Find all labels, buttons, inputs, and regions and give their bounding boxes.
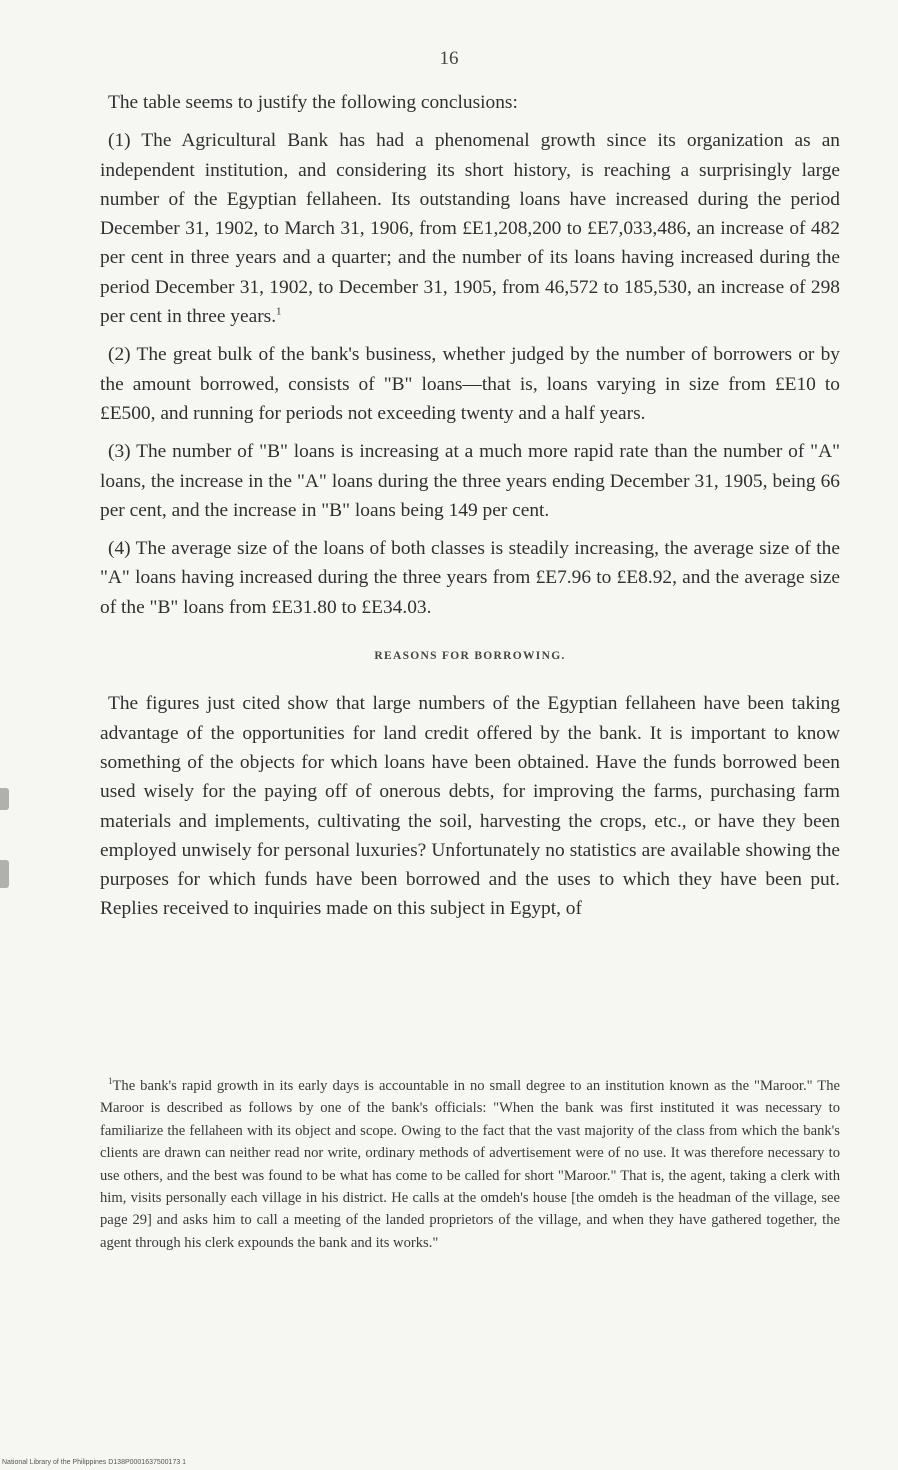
intro-sentence: The table seems to justify the following conclusions:: [108, 92, 518, 113]
conclusion-4: (4) The average size of the loans of both classes is steadily increasing, the average size of the "A" loans having increased during the three years from £E7.96 to £E8.92, and the average size of the "B" loans from £E31.80 to £E34.03.: [100, 538, 840, 618]
library-stamp: National Library of the Philippines D138P0001637500173 1: [2, 1459, 187, 1466]
conclusion-1-text: (1) The Agricultural Bank has had a phenomenal growth since its organization as an independent institution, and considering its short history, is reaching a surprisingly large number of the Egyptian fellaheen. Its outstanding loans have increased during the period December 31, 1902, to March 31, 1906, from £E1,208,200 to £E7,033,486, an increase of 482 per cent in three years and a quarter; and the number of its loans having increased during the period December 31, 1902, to December 31, 1905, from 46,572 to 185,530, an increase of 298 per cent in three years.: [100, 130, 840, 328]
scan-edge-mark: [0, 860, 9, 888]
conclusion-1: [100, 126, 840, 331]
conclusion-2: (2) The great bulk of the bank's business, whether judged by the number of borrowers or by the amount borrowed, consists of "B" loans—that is, loans varying in size from £E10 to £E500, and running for periods not exceeding twenty and a half years.: [100, 344, 840, 424]
main-text: [100, 88, 840, 924]
footnote-ref-marker: 1: [276, 305, 282, 318]
footnote: [100, 1075, 840, 1254]
section-paragraph: The figures just cited show that large numbers of the Egyptian fellaheen have been taking advantage of the opportunities for land credit offered by the bank. It is important to know something of the objects for which loans have been obtained. Have the funds borrowed been used wisely for the paying off of onerous debts, for improving the farms, purchasing farm materials and implements, cultivating the soil, harvesting the crops, etc., or have they been employed unwisely for personal luxuries? Unfortunately no statistics are available showing the purposes for which funds have been borrowed and the uses to which they have been put. Replies received to inquiries made on this subject in Egypt, of: [100, 693, 840, 920]
conclusion-3: (3) The number of "B" loans is increasing at a much more rapid rate than the number of "A" loans, the increase in the "A" loans during the three years ending December 31, 1905, being 66 per cent, and the increase in "B" loans being 149 per cent.: [100, 441, 840, 521]
scan-edge-mark: [0, 788, 9, 810]
footnote-text: The bank's rapid growth in its early days is accountable in no small degree to an institution known as the "Maroor." The Maroor is described as follows by one of the bank's officials: "When the bank was first instituted it was necessary to familiarize the fellaheen with its object and scope. Owing to the fact that the vast majority of the class from which the bank's clients are drawn can neither read nor write, ordinary methods of advertisement were of no use. It was therefore necessary to use others, and the best was found to be what has come to be called for short "Maroor." That is, the agent, taking a clerk with him, visits personally each village in his district. He calls at the omdeh's house [the omdeh is the headman of the village, see page 29] and asks him to call a meeting of the landed proprietors of the village, and when they have gathered together, the agent through his clerk expounds the bank and its works.": [100, 1078, 840, 1251]
section-heading: REASONS FOR BORROWING.: [374, 650, 566, 663]
page-number: 16: [439, 48, 459, 69]
footnote-marker: 1: [108, 1076, 113, 1087]
